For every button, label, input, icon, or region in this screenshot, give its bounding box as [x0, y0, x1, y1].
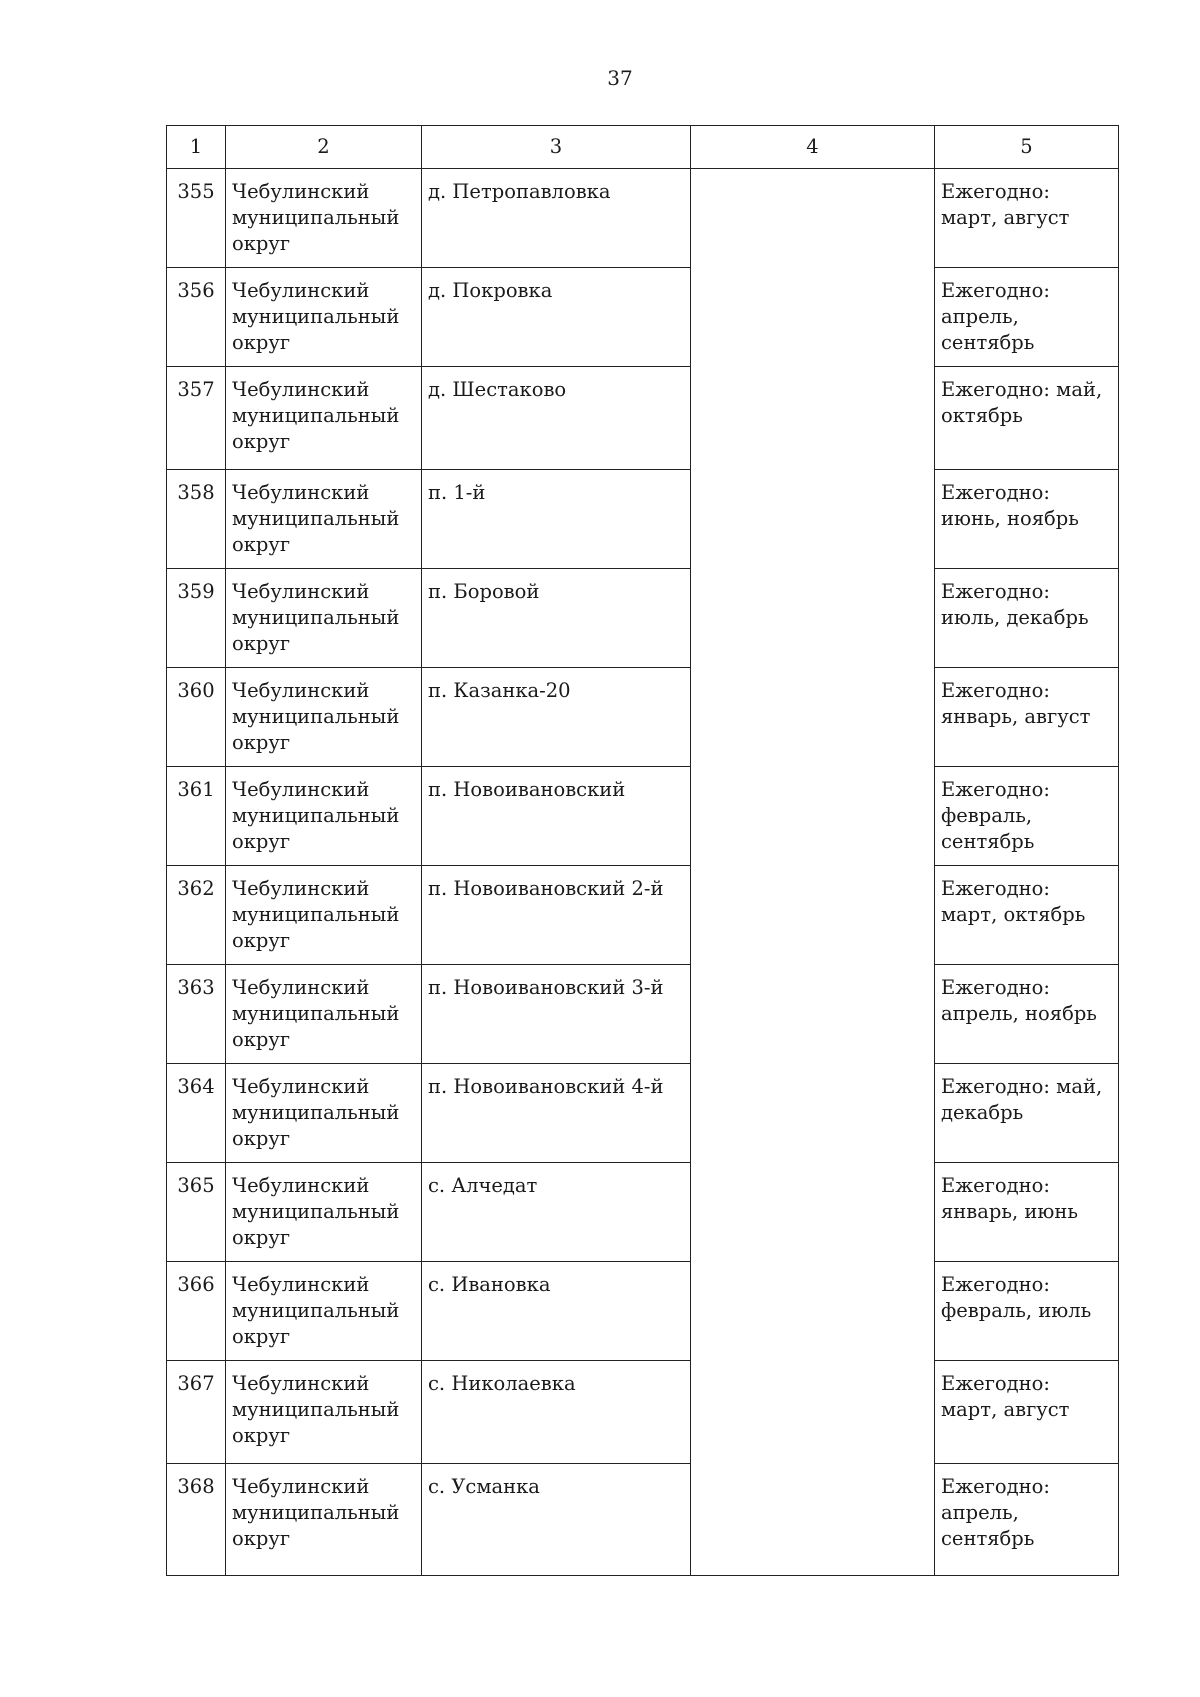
schedule-cell: Ежегодно: январь, август: [935, 668, 1119, 767]
table-row: [167, 169, 1119, 268]
row-number: 356: [167, 268, 226, 367]
table-row: [167, 965, 1119, 1064]
row-number: 357: [167, 367, 226, 470]
table-row: [167, 1262, 1119, 1361]
page-number: 37: [607, 66, 633, 90]
district-cell: Чебулинский муниципальный округ: [226, 965, 422, 1064]
row-number: 363: [167, 965, 226, 1064]
settlement-cell: с. Алчедат: [422, 1163, 691, 1262]
schedule-cell: Ежегодно: февраль, сентябрь: [935, 767, 1119, 866]
settlement-cell: п. Новоивановский: [422, 767, 691, 866]
settlement-cell: с. Ивановка: [422, 1262, 691, 1361]
schedule-cell: Ежегодно: май, октябрь: [935, 367, 1119, 470]
row-number: 366: [167, 1262, 226, 1361]
settlement-cell: п. 1-й: [422, 470, 691, 569]
district-cell: Чебулинский муниципальный округ: [226, 569, 422, 668]
table-row: [167, 569, 1119, 668]
schedule-cell: Ежегодно: апрель, ноябрь: [935, 965, 1119, 1064]
table-row: [167, 367, 1119, 470]
row-number: 367: [167, 1361, 226, 1464]
district-cell: Чебулинский муниципальный округ: [226, 1163, 422, 1262]
settlement-cell: п. Казанка-20: [422, 668, 691, 767]
settlement-cell: п. Новоивановский 4-й: [422, 1064, 691, 1163]
row-number: 362: [167, 866, 226, 965]
district-cell: Чебулинский муниципальный округ: [226, 367, 422, 470]
table-row: [167, 1064, 1119, 1163]
table-row: [167, 1163, 1119, 1262]
row-number: 365: [167, 1163, 226, 1262]
column-4-merged-cell: [691, 169, 935, 1576]
district-cell: Чебулинский муниципальный округ: [226, 1361, 422, 1464]
district-cell: Чебулинский муниципальный округ: [226, 668, 422, 767]
settlement-cell: с. Усманка: [422, 1464, 691, 1576]
schedule-cell: Ежегодно: июнь, ноябрь: [935, 470, 1119, 569]
table-row: [167, 866, 1119, 965]
district-cell: Чебулинский муниципальный округ: [226, 1262, 422, 1361]
row-number: 360: [167, 668, 226, 767]
district-cell: Чебулинский муниципальный округ: [226, 268, 422, 367]
settlement-cell: п. Боровой: [422, 569, 691, 668]
district-cell: Чебулинский муниципальный округ: [226, 767, 422, 866]
schedule-cell: Ежегодно: март, октябрь: [935, 866, 1119, 965]
row-number: 368: [167, 1464, 226, 1576]
schedule-cell: Ежегодно: апрель, сентябрь: [935, 1464, 1119, 1576]
row-number: 358: [167, 470, 226, 569]
column-header-1: 1: [167, 126, 226, 169]
settlement-cell: п. Новоивановский 2-й: [422, 866, 691, 965]
district-cell: Чебулинский муниципальный округ: [226, 470, 422, 569]
district-cell: Чебулинский муниципальный округ: [226, 866, 422, 965]
settlement-cell: с. Николаевка: [422, 1361, 691, 1464]
settlement-cell: п. Новоивановский 3-й: [422, 965, 691, 1064]
district-cell: Чебулинский муниципальный округ: [226, 1464, 422, 1576]
table-header-row: [167, 126, 1119, 169]
row-number: 361: [167, 767, 226, 866]
settlement-cell: д. Покровка: [422, 268, 691, 367]
column-header-2: 2: [226, 126, 422, 169]
schedule-cell: Ежегодно: май, декабрь: [935, 1064, 1119, 1163]
table-row: [167, 668, 1119, 767]
table-row: [167, 1361, 1119, 1464]
table-row: [167, 470, 1119, 569]
schedule-cell: Ежегодно: апрель, сентябрь: [935, 268, 1119, 367]
row-number: 355: [167, 169, 226, 268]
column-header-3: 3: [422, 126, 691, 169]
schedule-table: [166, 125, 1119, 1576]
table-row: [167, 767, 1119, 866]
schedule-cell: Ежегодно: июль, декабрь: [935, 569, 1119, 668]
row-number: 359: [167, 569, 226, 668]
schedule-cell: Ежегодно: март, август: [935, 169, 1119, 268]
table-row: [167, 268, 1119, 367]
schedule-cell: Ежегодно: февраль, июль: [935, 1262, 1119, 1361]
column-header-5: 5: [935, 126, 1119, 169]
district-cell: Чебулинский муниципальный округ: [226, 1064, 422, 1163]
settlement-cell: д. Шестаково: [422, 367, 691, 470]
schedule-cell: Ежегодно: январь, июнь: [935, 1163, 1119, 1262]
table-row: [167, 1464, 1119, 1576]
column-header-4: 4: [691, 126, 935, 169]
district-cell: Чебулинский муниципальный округ: [226, 169, 422, 268]
schedule-cell: Ежегодно: март, август: [935, 1361, 1119, 1464]
settlement-cell: д. Петропавловка: [422, 169, 691, 268]
row-number: 364: [167, 1064, 226, 1163]
